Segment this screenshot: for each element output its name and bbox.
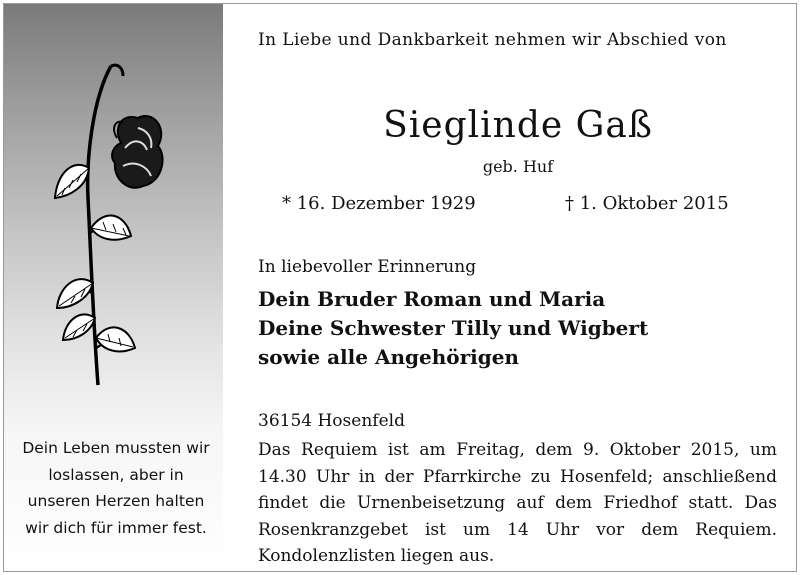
service-notice: Das Requiem ist am Freitag, dem 9. Oktober 2015, um 14.30 Uhr in der Pfarrkirche zu Hosenfeld; anschließend findet die Urnenbeisetzung auf dem Friedhof statt. Das Rosenkranzgebet ist um 14 Uhr vor dem Requiem. Kondolenzlisten liegen aus.: [258, 440, 777, 566]
mourner-line: sowie alle Angehörigen: [258, 345, 519, 369]
death-date: † 1. Oktober 2015: [565, 193, 729, 214]
maiden-name: geb. Huf: [482, 157, 554, 176]
mourners-intro: In liebevoller Erinnerung: [258, 257, 477, 277]
birth-date: * 16. Dezember 1929: [282, 193, 476, 214]
deceased-name: Sieglinde Gaß: [383, 105, 653, 146]
farewell-intro: In Liebe und Dankbarkeit nehmen wir Abschied von: [258, 30, 727, 50]
location: 36154 Hosenfeld: [258, 411, 405, 431]
mourners-list: [258, 285, 648, 372]
rose-icon: [43, 58, 183, 388]
mourner-line: Dein Bruder Roman und Maria: [258, 287, 606, 311]
memorial-quote: Dein Leben mussten wir loslassen, aber in unseren Herzen halten wir dich für immer fest.: [22, 439, 210, 537]
left-panel: [3, 3, 223, 572]
mourner-line: Deine Schwester Tilly und Wigbert: [258, 316, 649, 340]
